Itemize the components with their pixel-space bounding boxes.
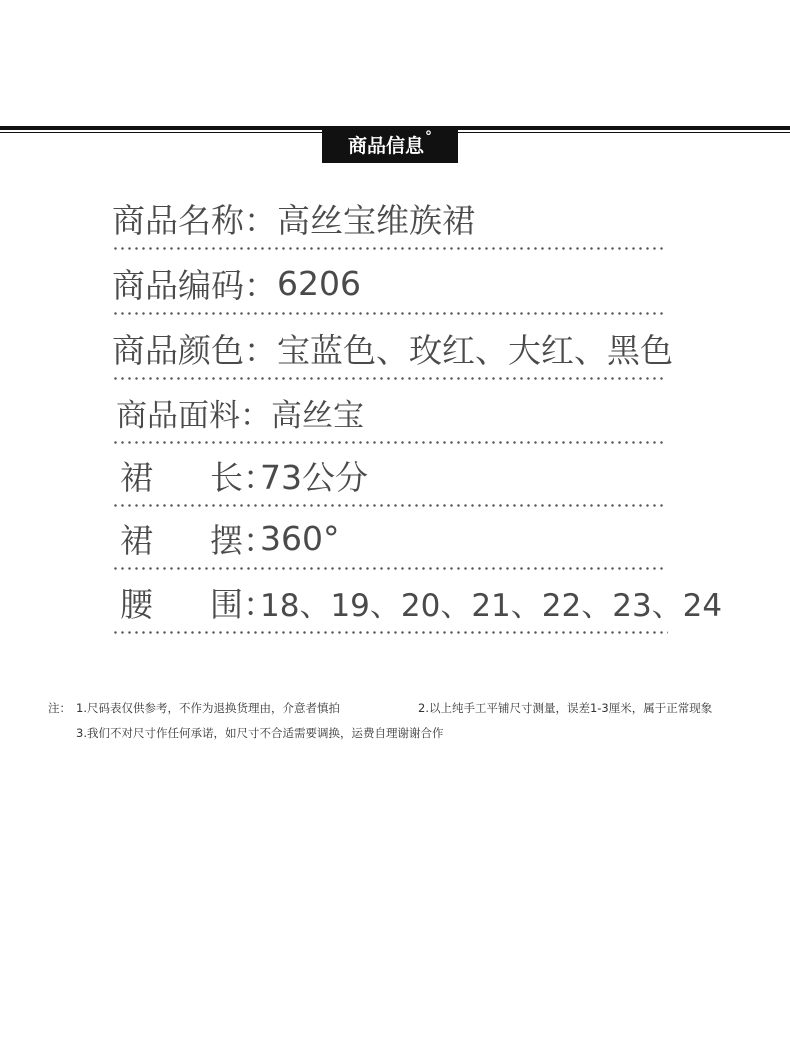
dotted-divider (112, 312, 664, 315)
dotted-divider (112, 247, 664, 250)
note-2: 2.以上纯手工平铺尺寸测量，误差1-3厘米，属于正常现象 (418, 701, 713, 715)
info-row-hem (112, 506, 664, 570)
row-value: 6206 (277, 263, 361, 303)
row-label: 商品名称： (112, 200, 277, 240)
row-value: 宝蓝色、玫红、大红、黑色 (277, 330, 673, 370)
note-3: 3.我们不对尺寸作任何承诺，如尺寸不合适需要调换，运费自理谢谢合作 (76, 726, 444, 740)
row-label: 裙 摆： (120, 520, 276, 560)
info-row-length (112, 443, 664, 507)
info-row-color (112, 316, 673, 380)
row-label: 商品颜色： (112, 330, 277, 370)
dotted-divider (112, 631, 668, 634)
info-row-code (112, 251, 664, 315)
info-row-waist (112, 570, 723, 634)
row-label: 腰 围： (120, 584, 276, 624)
row-value: 360° (260, 518, 340, 558)
row-value: 73公分 (260, 457, 368, 497)
row-value: 18、19、20、21、22、23、24 (260, 587, 723, 624)
row-value: 高丝宝 (271, 397, 364, 434)
section-title-mark: ° (425, 128, 432, 145)
row-label: 裙 长： (120, 457, 276, 497)
row-value: 高丝宝维族裙 (277, 200, 475, 240)
row-label: 商品编码： (112, 265, 277, 305)
section-title (322, 126, 458, 163)
note-1: 1.尺码表仅供参考，不作为退换货理由，介意者慎拍 (76, 701, 340, 715)
row-label: 商品面料： (116, 397, 271, 434)
info-row-fabric (112, 380, 664, 444)
notes-prefix: 注： (48, 701, 71, 715)
info-row-name (112, 186, 664, 250)
section-title-text: 商品信息 (347, 135, 424, 157)
